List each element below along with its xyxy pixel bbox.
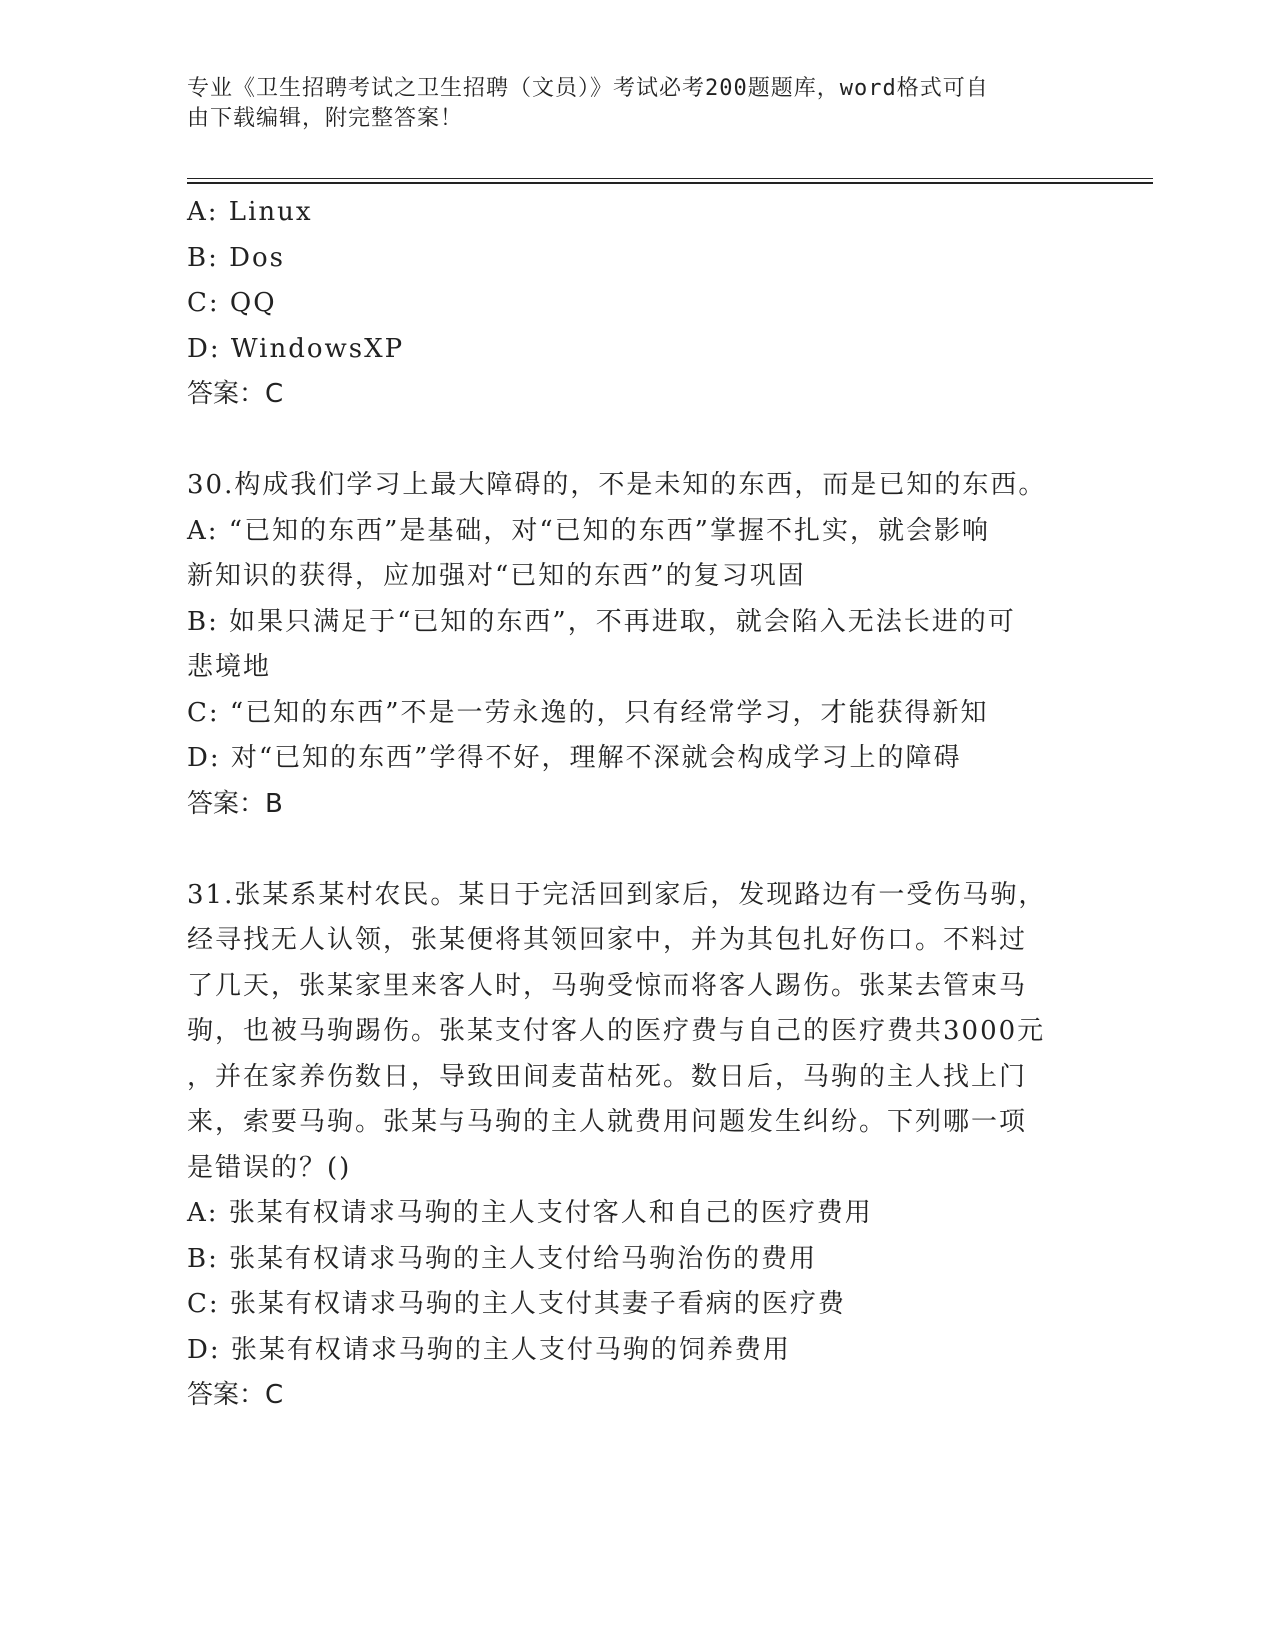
header-line-2: 由下载编辑，附完整答案！ [187,106,464,131]
option-d: D: 对“已知的东西”学得不好，理解不深就会构成学习上的障碍 [187,743,962,773]
option-b: B: 张某有权请求马驹的主人支付给马驹治伤的费用 [187,1243,818,1274]
question-stem-line: 经寻找无人认领，张某便将其领回家中，并为其包扎好伤口。不料过 [187,925,1028,955]
question-stem: 30.构成我们学习上最大障碍的，不是未知的东西，而是已知的东西。 [187,470,1047,500]
question-30 [187,463,1087,827]
question-stem-line: 了几天，张某家里来客人时，马驹受惊而将客人踢伤。张某去管束马 [187,970,1028,1001]
option-c: C: 张某有权请求马驹的主人支付其妻子看病的医疗费 [187,1289,846,1319]
option-c: C: “已知的东西”不是一劳永逸的，只有经常学习，才能获得新知 [187,697,989,728]
option-b: B: Dos [187,242,285,273]
question-29 [187,190,1087,418]
answer: 答案：B [187,788,283,819]
option-a-line-1: A: “已知的东西”是基础，对“已知的东西”掌握不扎实，就会影响 [187,515,990,546]
answer: 答案：C [187,379,284,409]
answer: 答案：C [187,1380,284,1410]
header-line-1: 专业《卫生招聘考试之卫生招聘（文员）》考试必考200题题库，word格式可自 [187,76,989,101]
question-stem-line: 来，索要马驹。张某与马驹的主人就费用问题发生纠纷。下列哪一项 [187,1107,1028,1137]
header-divider-thick [187,182,1153,184]
question-gap [187,827,1087,873]
option-b-line-1: B: 如果只满足于“已知的东西”，不再进取，就会陷入无法长进的可 [187,606,1016,637]
option-a-line-2: 新知识的获得，应加强对“已知的东西”的复习巩固 [187,561,806,591]
question-gap [187,418,1087,464]
document-body [187,190,1087,1419]
question-stem-line: 是错误的？() [187,1152,352,1183]
option-d: D: WindowsXP [187,333,405,364]
question-31 [187,873,1087,1419]
option-d: D: 张某有权请求马驹的主人支付马驹的饲养费用 [187,1334,791,1365]
option-a: A: Linux [187,197,313,227]
option-c: C: QQ [187,288,277,318]
question-stem-line: ，并在家养伤数日，导致田间麦苗枯死。数日后，马驹的主人找上门 [187,1061,1028,1092]
option-a: A: 张某有权请求马驹的主人支付客人和自己的医疗费用 [187,1198,873,1228]
document-header [187,74,1087,134]
option-b-line-2: 悲境地 [187,652,272,682]
question-stem-line: 驹，也被马驹踢伤。张某支付客人的医疗费与自己的医疗费共3000元 [187,1016,1046,1046]
header-divider-thin [187,178,1153,179]
question-stem-line: 31.张某系某村农民。某日于完活回到家后，发现路边有一受伤马驹， [187,879,1047,910]
